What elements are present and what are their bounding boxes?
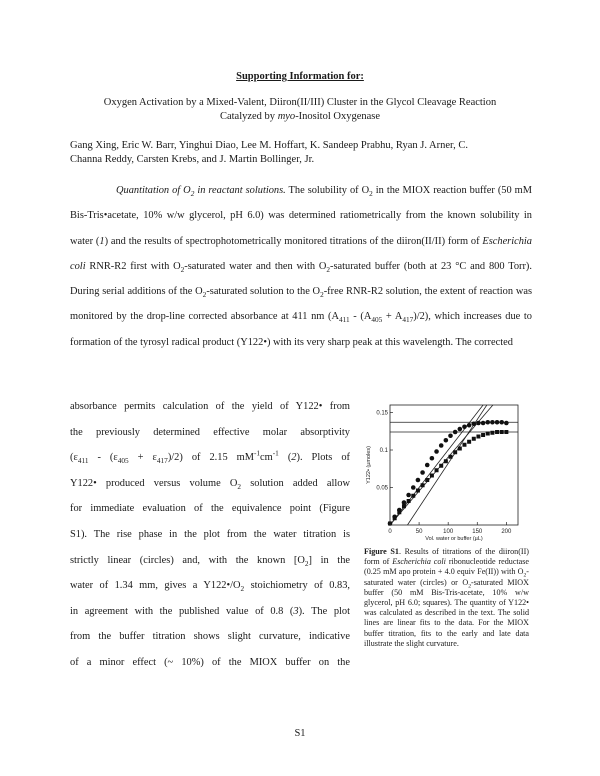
water-data-point: [420, 470, 425, 475]
paper-title: [60, 96, 540, 124]
x-tick-label: 150: [472, 529, 483, 535]
author-list: [70, 139, 540, 167]
buffer-data-point: [495, 430, 499, 434]
water-data-point: [490, 420, 495, 425]
buffer-data-point: [481, 433, 485, 437]
water-data-point: [476, 421, 481, 426]
y-tick-label: 0.15: [376, 410, 388, 417]
buffer-data-point: [430, 474, 434, 478]
supporting-info-heading: Supporting Information for:: [236, 71, 364, 82]
citation-1: 1: [99, 235, 105, 247]
buffer-data-point: [476, 435, 480, 439]
buffer-data-point: [490, 431, 494, 435]
title-line-1: Oxygen Activation by a Mixed-Valent, Diiron(II/III) Cluster in the Glycol Cleavage Reaction: [103, 97, 497, 108]
text-line: strictly linear (circles) and, with the known $[O_2]$ in the: [70, 554, 351, 568]
water-data-point: [406, 493, 411, 498]
data-points: [388, 420, 509, 526]
water-data-point: [439, 443, 444, 448]
water-data-point: [471, 421, 476, 426]
y-tick-label: 0.05: [376, 485, 388, 492]
text-line: S1). The rise phase in the plot from the water titration is: [70, 528, 350, 540]
x-tick-label: 200: [501, 529, 512, 535]
buffer-data-point: [462, 443, 466, 447]
water-data-point: [462, 424, 467, 429]
water-data-point: [411, 485, 416, 490]
text-line: water of 1.34 mm, gives a $Y122•/O_2$ stoichiometry of 0.83,: [70, 580, 350, 594]
water-data-point: [499, 420, 504, 425]
body-paragraph: Quantitation of $O_2$ in reactant solutions. The solubility of $O_2$ in the MIOX reaction buffer (50 mM Bis-Tris•acetate, 10% w/w glycerol, pH 6.0) was determined ratiometrically from the known solubility in water (1) and the results of spectrophotometrically monitored titrations of the diiron(II/II) form of Escherichia coli RNR-R2 first with $O_2$-saturated water and then with $O_2$-saturated buffer (both at 23 °C and 800 Torr). During serial additions of the $O_2$-saturated solution to the $O_2$-free RNR-R2 solution, the extent of reaction was monitored by the drop-line corrected absorbance at 411 nm $(A_{411} - (A_{405} + A_{417})/2)$, which increases due to formation of the tyrosyl radical product (Y122•) with its very sharp peak at this wavelength. The corrected: [70, 185, 533, 348]
species-name: Escherichia coli: [70, 235, 533, 272]
fit-line: [390, 397, 512, 525]
water-data-point: [453, 430, 458, 435]
text-line: absorbance permits calculation of the yield of Y122• from: [70, 401, 350, 412]
buffer-data-point: [467, 440, 471, 444]
title-line-2: Catalyzed by myo-Inositol Oxygenase: [219, 111, 381, 122]
buffer-data-point: [472, 437, 476, 441]
titration-chart: [360, 397, 532, 547]
buffer-data-point: [411, 494, 415, 498]
water-data-point: [416, 478, 421, 483]
buffer-data-point: [407, 499, 411, 503]
buffer-data-point: [421, 483, 425, 487]
figure-label: Figure S1: [364, 547, 399, 556]
water-data-point: [425, 463, 430, 468]
water-data-point: [444, 438, 449, 443]
buffer-data-point: [444, 459, 448, 463]
water-data-point: [448, 433, 453, 438]
water-data-point: [430, 456, 435, 461]
authors-line-1: Gang Xing, Eric W. Barr, Yinghui Diao, Lee M. Hoffart, K. Sandeep Prabhu, Ryan J. Arner, C.: [70, 140, 468, 151]
text-line: from the buffer titration shows slight curvature, indicative: [70, 631, 350, 643]
buffer-data-point: [458, 447, 462, 451]
y-axis-label: Y122• (µmoles): [366, 446, 372, 484]
water-data-point: [504, 421, 509, 426]
x-tick-label: 50: [415, 529, 423, 535]
water-data-point: [485, 420, 490, 425]
wrapped-text-column: [70, 394, 350, 676]
text-line: $(\varepsilon_{411} - (\varepsilon_{405} + \varepsilon_{417})/2)$ of 2.15 $mM^{-1}cm^{-1}$ (2). Plots of: [70, 449, 350, 466]
text-line: in agreement with the published value of 0.8 (3). The plot: [70, 605, 350, 617]
y-tick-label: 0.1: [379, 448, 388, 454]
fit-lines: [390, 397, 518, 525]
page-number: S1: [294, 728, 306, 739]
text-line: for immediate evaluation of the equivalence point (Figure: [70, 503, 350, 515]
text-line: the previously determined effective molar absorptivity: [70, 426, 350, 438]
water-data-point: [481, 421, 486, 426]
buffer-data-point: [402, 504, 406, 508]
x-axis-label: Vol. water or buffer (µL): [425, 536, 483, 542]
water-data-point: [467, 423, 472, 428]
water-data-point: [495, 420, 500, 425]
buffer-data-point: [453, 450, 457, 454]
text-line: Y122• produced versus volume $O_2$ solution added allow: [70, 477, 350, 491]
buffer-data-point: [397, 510, 401, 514]
water-data-point: [434, 449, 439, 454]
buffer-data-point: [504, 430, 508, 434]
x-tick-label: 0: [388, 529, 392, 535]
buffer-data-point: [393, 516, 397, 520]
buffer-data-point: [425, 478, 429, 482]
authors-line-2: Channa Reddy, Carsten Krebs, and J. Martin Bollinger, Jr.: [70, 154, 315, 165]
buffer-data-point: [449, 455, 453, 459]
buffer-data-point: [500, 430, 504, 434]
water-data-point: [402, 500, 407, 505]
buffer-data-point: [439, 464, 443, 468]
buffer-data-point: [435, 468, 439, 472]
x-tick-label: 100: [443, 529, 454, 535]
buffer-data-point: [486, 432, 490, 436]
section-title: Quantitation of $O_2$ in reactant solutions.: [116, 185, 286, 199]
water-data-point: [458, 427, 463, 432]
fit-line: [407, 398, 491, 526]
text-line: of a minor effect (~ 10%) of the MIOX buffer on the: [70, 656, 350, 668]
figure-caption: Figure S1. Results of titrations of the diiron(II) form of Escherichia coli ribonucleotide reductase (0.25 mM apo protein + 4.0 equiv Fe(II)) with $O_2$-saturated water (circles) or $O_2$-saturated MIOX buffer (50 mM Bis-Tris-acetate, 10% w/w glycerol, pH 6.0; squares). The quantity of Y122• was calculated as described in the text. The solid lines are linear fits to the data. For the MIOX buffer titration, fits to the early and late data illustrate the slight curvature.: [364, 547, 530, 648]
buffer-data-point: [416, 489, 420, 493]
